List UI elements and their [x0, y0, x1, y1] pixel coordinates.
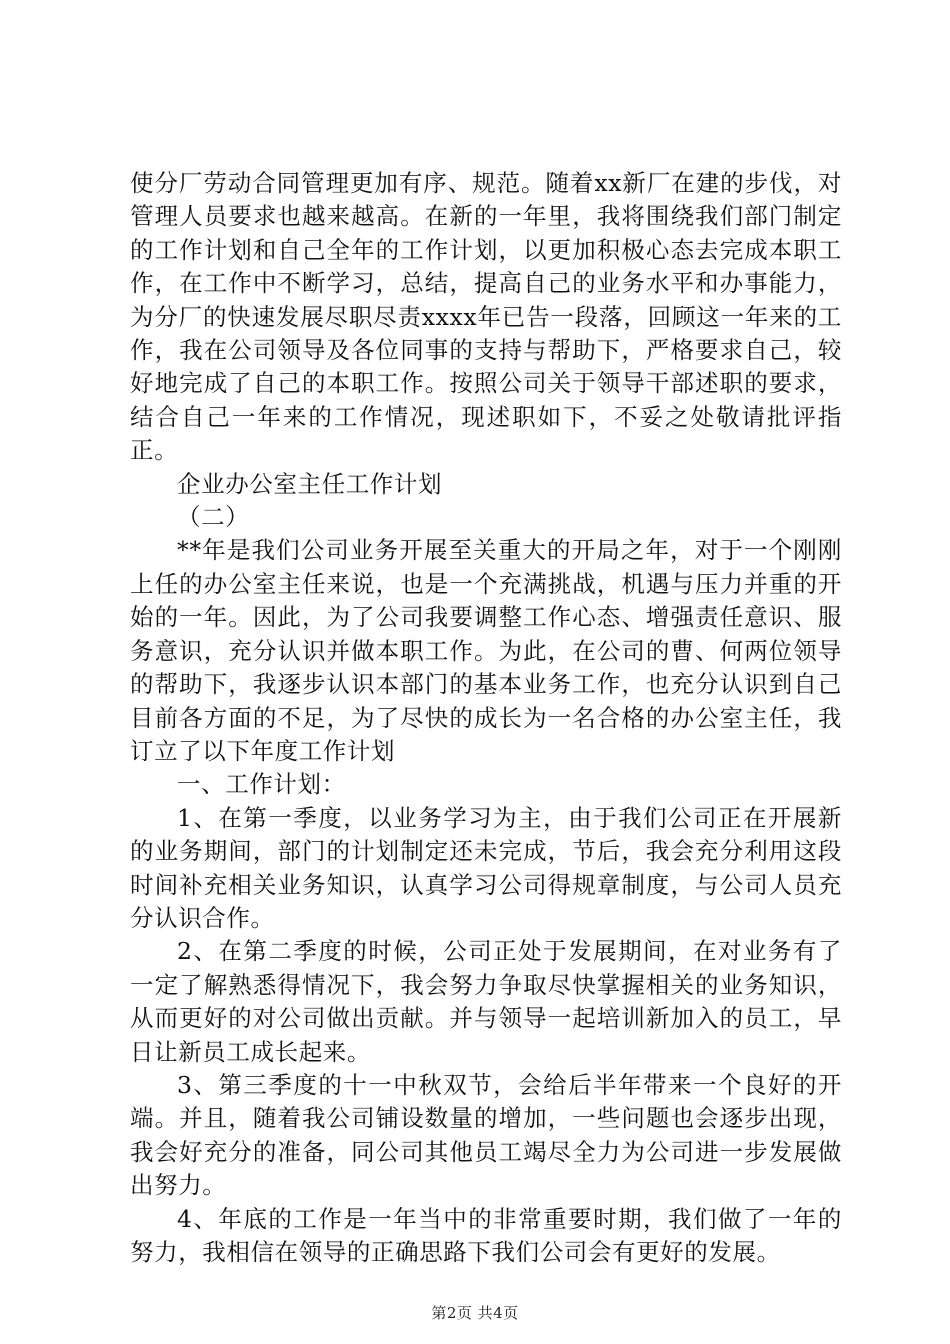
plan-heading: 一、工作计划：	[177, 770, 346, 799]
plan-item-q2: 2、在第二季度的时候，公司正处于发展期间，在对业务有了一定了解熟悉得情况下，我会努力争取尽快掌握相关的业务知识，从而更好的对公司做出贡献。并与领导一起培训新加入的员工，早日让新员工成长起来。	[130, 937, 842, 1066]
section-heading: 企业办公室主任工作计划	[177, 469, 443, 498]
paragraph-intro: **年是我们公司业务开展至关重大的开局之年，对于一个刚刚上任的办公室主任来说，也是一个充满挑战，机遇与压力并重的开始的一年。因此，为了公司我要调整工作心态、增强责任意识、服务意识，充分认识并做本职工作。为此，在公司的曹、何两位领导的帮助下，我逐步认识本部门的基本业务工作，也充分认识到自己目前各方面的不足，为了尽快的成长为一名合格的办公室主任，我订立了以下年度工作计划	[130, 536, 842, 765]
page-number-footer: 第2页 共4页	[431, 1304, 519, 1322]
section-number: （二）	[177, 503, 250, 532]
plan-item-q4: 4、年底的工作是一年当中的非常重要时期，我们做了一年的努力，我相信在领导的正确思路下我们公司会有更好的发展。	[130, 1204, 842, 1266]
plan-item-q3: 3、第三季度的十一中秋双节，会给后半年带来一个良好的开端。并且，随着我公司铺设数量的增加，一些问题也会逐步出现，我会好充分的准备，同公司其他员工竭尽全力为公司进一步发展做出努力。	[130, 1070, 842, 1200]
document-body	[130, 167, 842, 1269]
plan-item-q1: 1、在第一季度，以业务学习为主，由于我们公司正在开展新的业务期间，部门的计划制定还未完成，节后，我会充分利用这段时间补充相关业务知识，认真学习公司得规章制度，与公司人员充分认识合作。	[130, 803, 842, 932]
paragraph-continuation: 使分厂劳动合同管理更加有序、规范。随着xx新厂在建的步伐，对管理人员要求也越来越高。在新的一年里，我将围绕我们部门制定的工作计划和自己全年的工作计划，以更加积极心态去完成本职工作，在工作中不断学习，总结，提高自己的业务水平和办事能力，为分厂的快速发展尽职尽责xxxx年已告一段落，回顾这一年来的工作，我在公司领导及各位同事的支持与帮助下，严格要求自己，较好地完成了自己的本职工作。按照公司关于领导干部述职的要求，结合自己一年来的工作情况，现述职如下，不妥之处敬请批评指正。	[130, 169, 842, 465]
